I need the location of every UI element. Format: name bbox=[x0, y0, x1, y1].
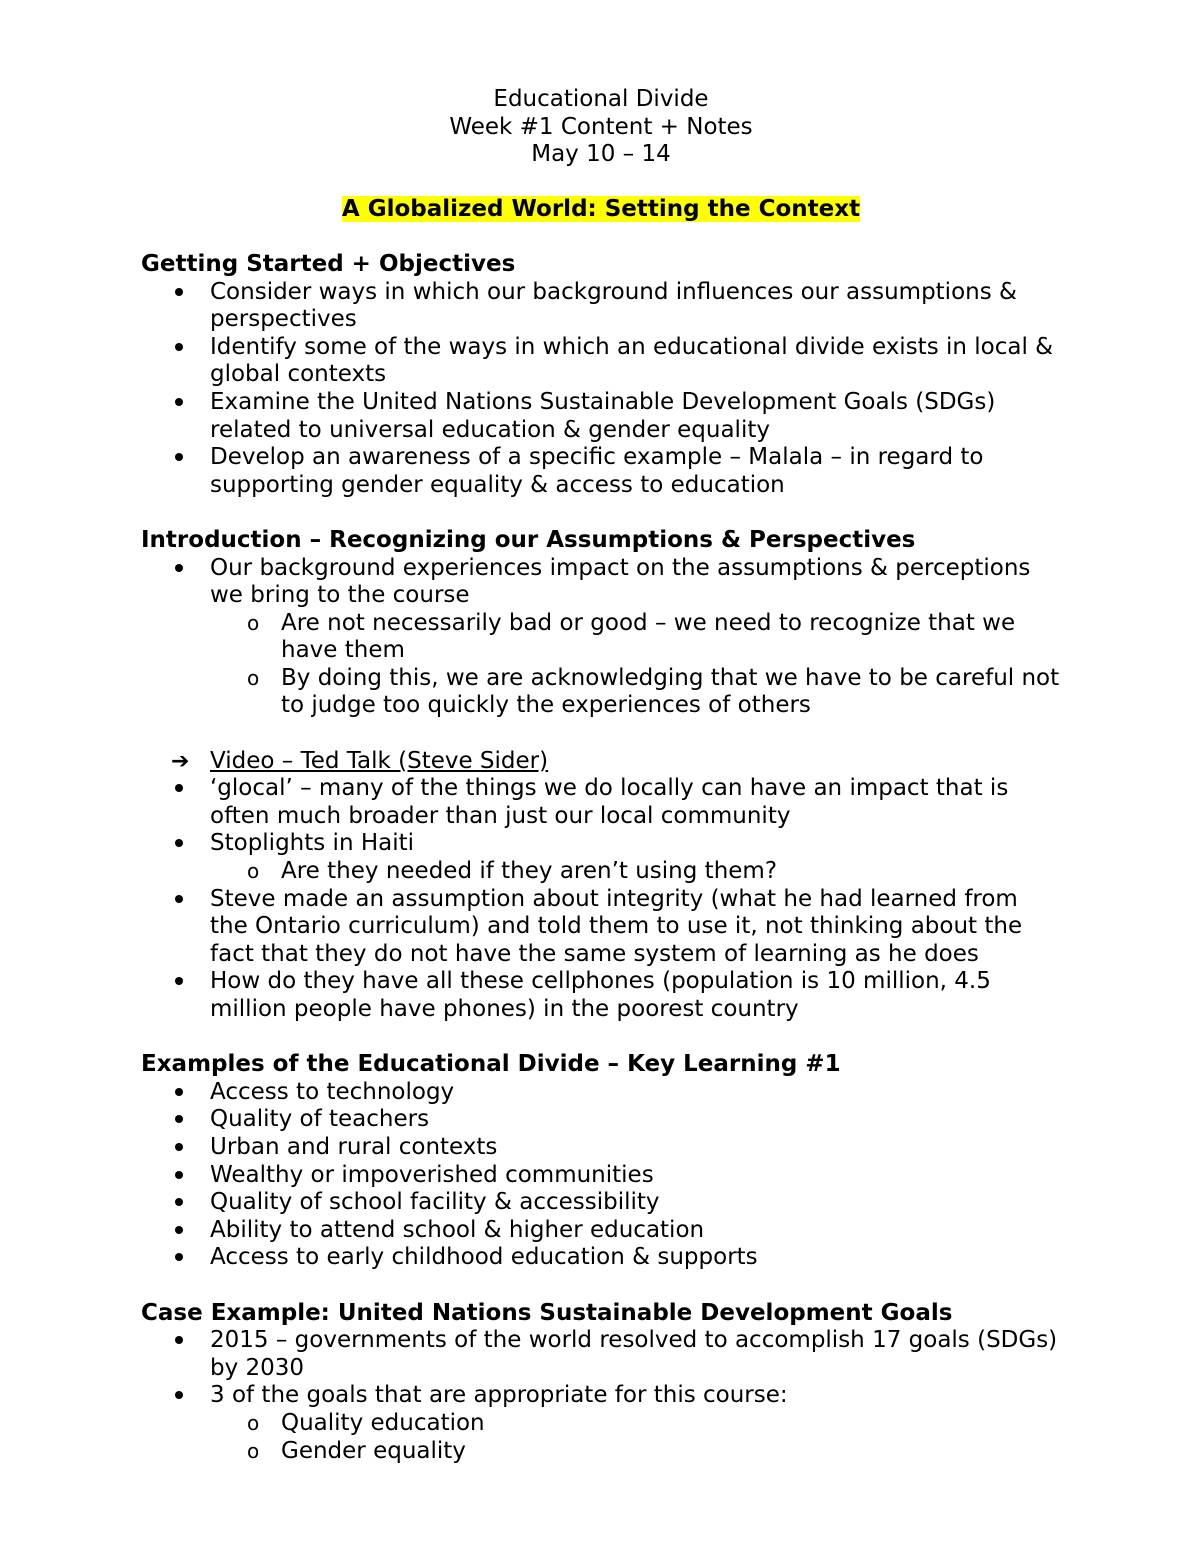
list-item: Examine the United Nations Sustainable Development Goals (SDGs) related to universal education & gender equality bbox=[141, 389, 1061, 444]
document-page bbox=[141, 86, 1061, 1465]
sub-list-item: o By doing this, we are acknowledging that we have to be careful not to judge too quickly the experiences of others bbox=[247, 664, 1060, 719]
list-item: Access to technology bbox=[141, 1079, 1061, 1107]
sub-list-item: o Quality education bbox=[247, 1409, 485, 1436]
list-item: ‘glocal’ – many of the things we do locally can have an impact that is often much broader than just our local community bbox=[141, 775, 1061, 830]
objectives-list bbox=[141, 279, 1061, 500]
main-title-block bbox=[141, 196, 1061, 224]
list-item: Wealthy or impoverished communities bbox=[141, 1162, 1061, 1190]
list-item: Consider ways in which our background influences our assumptions & perspectives bbox=[141, 279, 1061, 334]
section-heading-examples: Examples of the Educational Divide – Key Learning #1 bbox=[141, 1051, 841, 1078]
sub-list-item: o Gender equality bbox=[247, 1437, 466, 1464]
document-header bbox=[141, 86, 1061, 169]
sub-list-item: o Are not necessarily bad or good – we need to recognize that we have them bbox=[247, 609, 1016, 664]
list-item: Ability to attend school & higher education bbox=[141, 1217, 1061, 1245]
list-item: How do they have all these cellphones (population is 10 million, 4.5 million people have phones) in the poorest country bbox=[141, 968, 1061, 1023]
list-item: 2015 – governments of the world resolved to accomplish 17 goals (SDGs) by 2030 bbox=[141, 1327, 1061, 1382]
sub-list-item: o Are they needed if they aren’t using them? bbox=[247, 858, 778, 885]
section-heading-introduction: Introduction – Recognizing our Assumptions & Perspectives bbox=[141, 526, 916, 553]
list-item: Stoplights in Haiti bbox=[141, 830, 1061, 858]
video-link-item bbox=[141, 748, 1061, 776]
video-notes-list bbox=[141, 748, 1061, 1024]
introduction-list bbox=[141, 555, 1061, 721]
list-item: Quality of school facility & accessibility bbox=[141, 1189, 1061, 1217]
course-title: Educational Divide bbox=[493, 86, 709, 112]
section-heading-case-example: Case Example: United Nations Sustainable Development Goals bbox=[141, 1299, 953, 1326]
list-item: Identify some of the ways in which an educational divide exists in local & global contexts bbox=[141, 334, 1061, 389]
list-item: Access to early childhood education & supports bbox=[141, 1244, 1061, 1272]
list-item: Develop an awareness of a specific example – Malala – in regard to supporting gender equality & access to education bbox=[141, 444, 1061, 499]
week-title: Week #1 Content + Notes bbox=[449, 113, 753, 140]
examples-list bbox=[141, 1079, 1061, 1272]
video-link[interactable]: Video – Ted Talk (Steve Sider) bbox=[210, 747, 549, 774]
list-item: 3 of the goals that are appropriate for this course: bbox=[141, 1382, 1061, 1410]
list-item: Steve made an assumption about integrity (what he had learned from the Ontario curriculum) and told them to use it, not thinking about the fact that they do not have the same system of learning as he does bbox=[141, 886, 1061, 969]
section-heading-getting-started: Getting Started + Objectives bbox=[141, 250, 516, 277]
list-item: Urban and rural contexts bbox=[141, 1134, 1061, 1162]
main-title: A Globalized World: Setting the Context bbox=[341, 195, 861, 222]
arrow-right-icon: ➔ bbox=[171, 748, 190, 774]
list-item: Our background experiences impact on the assumptions & perceptions we bring to the course bbox=[141, 555, 1061, 610]
list-item: Quality of teachers bbox=[141, 1106, 1061, 1134]
date-range: May 10 – 14 bbox=[531, 141, 671, 168]
case-list bbox=[141, 1327, 1061, 1465]
